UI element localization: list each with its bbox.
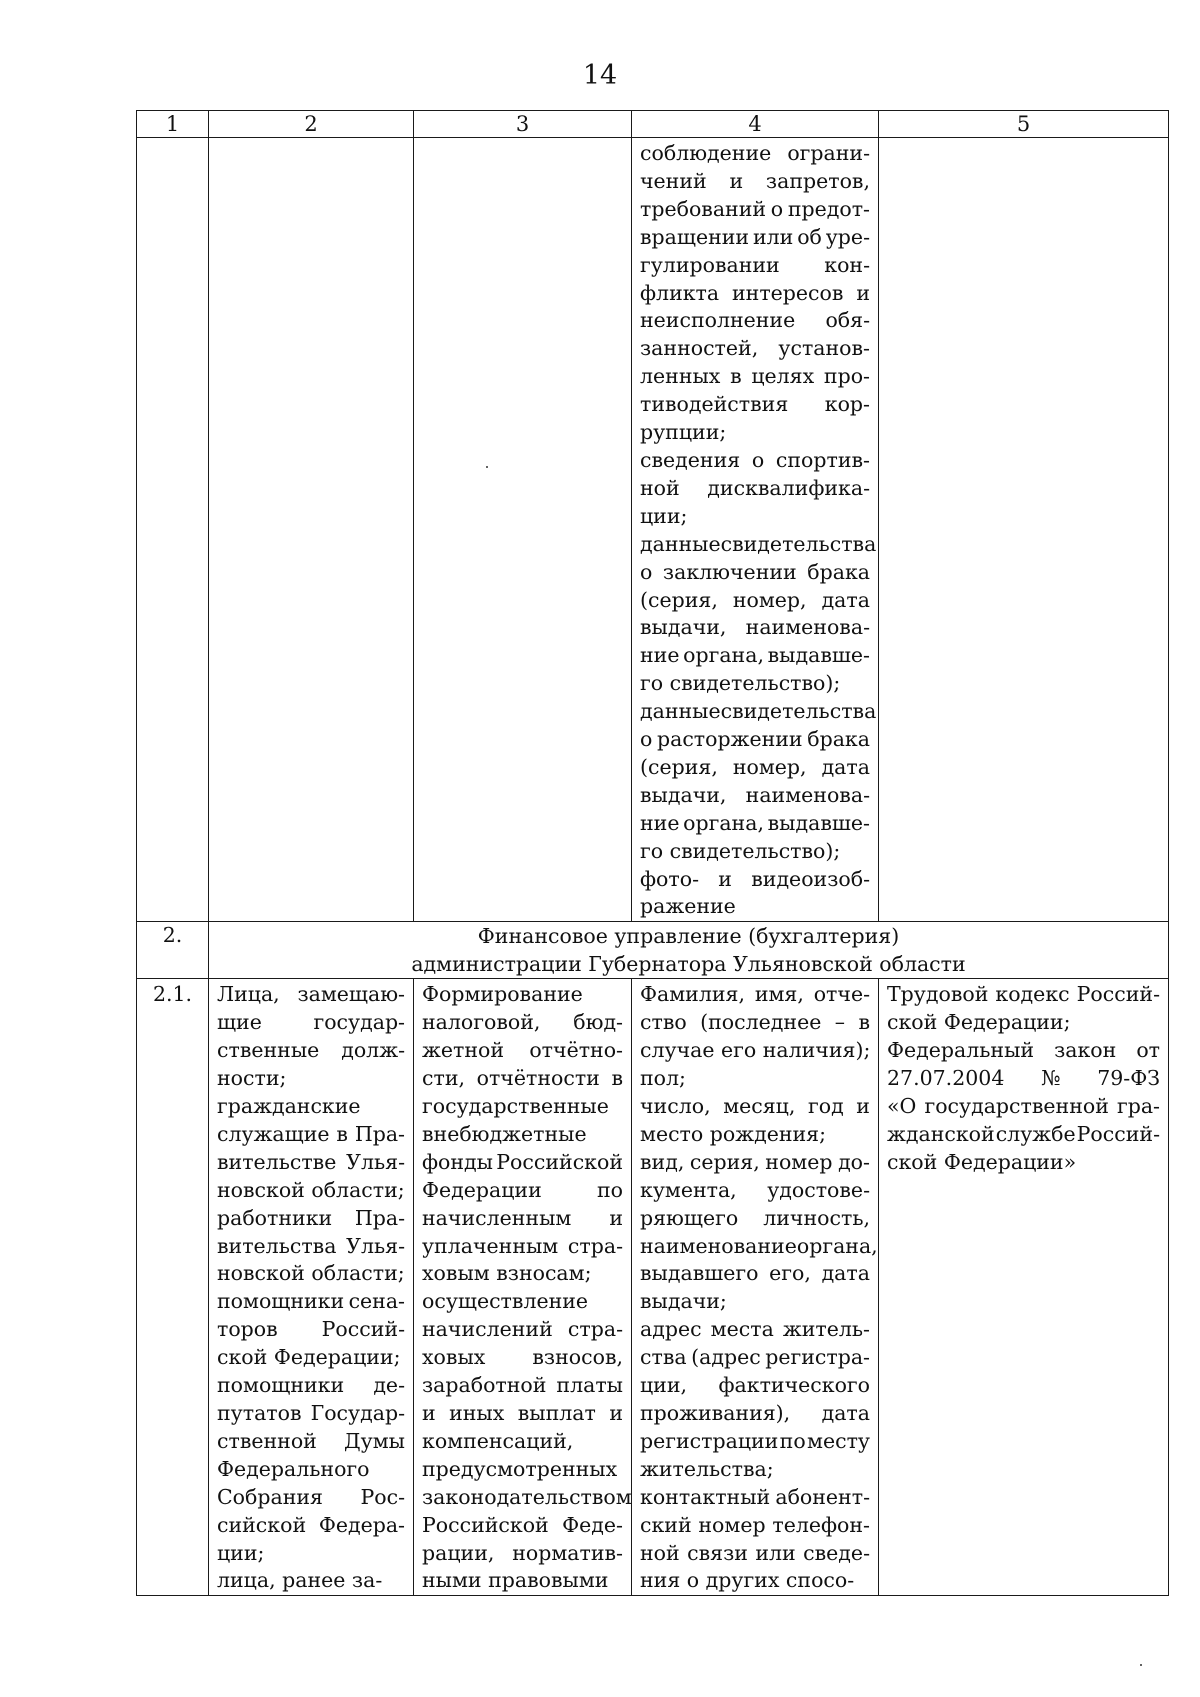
text-line: тиводействия кор-	[640, 392, 870, 417]
column-header-2: 2	[209, 111, 414, 138]
text-line: торов Россий-	[217, 1317, 405, 1342]
section-number: 2.	[137, 922, 209, 979]
document-table	[136, 110, 1169, 1596]
text-line: выдавшего его, дата	[640, 1261, 870, 1286]
column-header-4: 4	[632, 111, 879, 138]
text-line: выдачи, наименова-	[640, 782, 870, 807]
text-line: осуществление	[422, 1289, 589, 1314]
column-number-row	[137, 111, 1169, 138]
text-line: путатов Государ-	[217, 1400, 405, 1425]
text-line: помощники де-	[217, 1373, 405, 1398]
page-number: 14	[582, 60, 618, 91]
text-line: предусмотренных	[422, 1456, 618, 1481]
text-line: Собрания Рос-	[217, 1484, 405, 1509]
column-header-1: 1	[137, 111, 209, 138]
text-line: ции;	[640, 503, 688, 528]
text-line: гулировании кон-	[640, 252, 870, 277]
continuation-cell-1	[137, 138, 209, 922]
text-line: заработной платы	[422, 1373, 623, 1398]
text-line: Федерального	[217, 1456, 370, 1481]
text-line: начислений стра-	[422, 1317, 623, 1342]
text-line: ственные долж-	[217, 1038, 405, 1063]
continuation-cell-3	[414, 138, 632, 922]
table-row	[137, 979, 1169, 1596]
text-line: ной связи или сведе-	[640, 1540, 870, 1565]
text-line: выдачи;	[640, 1289, 727, 1314]
text-line: го свидетельство);	[640, 671, 841, 696]
text-line: Российской Феде-	[422, 1512, 623, 1537]
text-line: помощники сена-	[217, 1289, 405, 1314]
text-line: работники Пра-	[217, 1205, 405, 1230]
text-line: новской области;	[217, 1177, 405, 1202]
legal-basis-cell	[879, 979, 1169, 1596]
text-line: фото- и видеоизоб-	[640, 866, 870, 891]
text-line: кумента, удостове-	[640, 1177, 870, 1202]
text-line: го свидетельство);	[640, 838, 841, 863]
text-line: 27.07.2004 № 79-ФЗ	[887, 1066, 1160, 1091]
text-line: жительства;	[640, 1456, 774, 1481]
text-line: государственные	[422, 1094, 609, 1118]
text-line: регистрации по месту	[640, 1428, 870, 1453]
text-line: место рождения;	[640, 1121, 827, 1146]
scan-speck	[486, 466, 488, 468]
legal-basis-lines	[887, 981, 1160, 1176]
text-line: сведения о спортив-	[640, 447, 870, 472]
text-line: законодательством	[422, 1484, 632, 1509]
text-line: ции;	[217, 1540, 265, 1565]
text-line: компенсаций,	[422, 1428, 574, 1453]
text-line: выдачи, наименова-	[640, 615, 870, 640]
text-line: ленных в целях про-	[640, 364, 870, 389]
personal-data-lines	[640, 140, 877, 921]
text-line: и иных выплат и	[422, 1400, 623, 1425]
text-line: ными правовыми	[422, 1568, 609, 1593]
text-line: случае его наличия);	[640, 1038, 871, 1063]
text-line: вид, серия, номер до-	[640, 1149, 870, 1174]
section-title	[209, 922, 1169, 979]
text-line: наименование органа,	[640, 1233, 878, 1258]
text-line: рации, норматив-	[422, 1540, 623, 1565]
text-line: сийской Федера-	[217, 1512, 405, 1537]
subjects-cell	[209, 979, 414, 1596]
text-line: ства (адрес регистра-	[640, 1345, 870, 1370]
text-line: о заключении брака	[640, 559, 870, 584]
text-line: чений и запретов,	[640, 168, 870, 193]
text-line: пол;	[640, 1066, 686, 1091]
text-line: Формирование	[422, 982, 583, 1007]
text-line: внебюджетные	[422, 1121, 587, 1146]
text-line: Трудовой кодекс Россий-	[887, 982, 1160, 1007]
text-line: данные свидетельства	[640, 699, 877, 724]
text-line: ховым взносам;	[422, 1261, 592, 1286]
text-line: данные свидетельства	[640, 531, 877, 556]
text-line: вительстве Улья-	[217, 1149, 405, 1174]
text-line: жетной отчётно-	[422, 1038, 623, 1063]
text-line: (серия, номер, дата	[640, 754, 870, 779]
text-line: ции, фактического	[640, 1373, 870, 1398]
continuation-cell-5	[879, 138, 1169, 922]
personal-data-cell	[632, 979, 879, 1596]
text-line: ский номер телефон-	[640, 1512, 870, 1537]
text-line: щие государ-	[217, 1010, 405, 1035]
text-line: «О государственной гра-	[887, 1094, 1160, 1118]
text-line: фонды Российской	[422, 1149, 623, 1174]
text-line: вращении или об уре-	[640, 224, 870, 249]
text-line: новской области;	[217, 1261, 405, 1286]
text-line: занностей, установ-	[640, 336, 870, 361]
text-line: ражение	[640, 894, 736, 919]
text-line: ственной Думы	[217, 1428, 405, 1453]
text-line: ности;	[217, 1066, 287, 1091]
text-line: Лица, замещаю-	[217, 982, 405, 1007]
text-line: вительства Улья-	[217, 1233, 405, 1258]
text-line: ской Федерации»	[887, 1149, 1077, 1174]
text-line: уплаченным стра-	[422, 1233, 623, 1258]
text-line: контактный абонент-	[640, 1484, 870, 1509]
text-line: ние органа, выдавше-	[640, 810, 870, 835]
text-line: ние органа, выдавше-	[640, 643, 870, 668]
text-line: лица, ранее за-	[217, 1568, 383, 1593]
continuation-row	[137, 138, 1169, 922]
row-number: 2.1.	[137, 979, 209, 1596]
text-line: начисленным и	[422, 1205, 623, 1230]
text-line: служащие в Пра-	[217, 1121, 405, 1146]
text-line: проживания), дата	[640, 1400, 870, 1425]
text-line: налоговой, бюд-	[422, 1010, 623, 1035]
text-line: Фамилия, имя, отче-	[640, 982, 870, 1007]
text-line: рупции;	[640, 420, 727, 445]
personal-data-continuation-cell	[632, 138, 879, 922]
text-line: требований о предот-	[640, 196, 870, 221]
text-line: ряющего личность,	[640, 1205, 870, 1230]
text-line: (серия, номер, дата	[640, 587, 870, 612]
text-line: жданской службе Россий-	[887, 1121, 1160, 1146]
column-header-5: 5	[879, 111, 1169, 138]
text-line: фликта интересов и	[640, 280, 870, 305]
section-title-line-1: Финансовое управление (бухгалтерия)	[477, 924, 900, 949]
text-line: неисполнение обя-	[640, 308, 870, 333]
text-line: ния о других спосо-	[640, 1568, 855, 1593]
text-line: о расторжении брака	[640, 727, 870, 752]
text-line: Федеральный закон от	[887, 1038, 1160, 1063]
continuation-cell-2	[209, 138, 414, 922]
personal-data-lines	[640, 981, 878, 1595]
text-line: ховых взносов,	[422, 1345, 623, 1370]
subjects-lines	[217, 981, 405, 1595]
text-line: гражданские	[217, 1094, 361, 1118]
text-line: Федерации по	[422, 1177, 623, 1202]
text-line: ство (последнее – в	[640, 1010, 870, 1035]
purposes-lines	[422, 981, 632, 1595]
section-title-line-2: администрации Губернатора Ульяновской области	[411, 952, 966, 977]
text-line: ной дисквалифика-	[640, 475, 870, 500]
text-line: сти, отчётности в	[422, 1066, 623, 1091]
section-row	[137, 922, 1169, 979]
text-line: ской Федерации;	[887, 1010, 1071, 1035]
scan-speck	[1140, 1664, 1142, 1666]
text-line: соблюдение ограни-	[640, 141, 870, 165]
purposes-cell	[414, 979, 632, 1596]
text-line: адрес места житель-	[640, 1317, 870, 1342]
text-line: число, месяц, год и	[640, 1094, 870, 1118]
column-header-3: 3	[414, 111, 632, 138]
text-line: ской Федерации;	[217, 1345, 401, 1370]
